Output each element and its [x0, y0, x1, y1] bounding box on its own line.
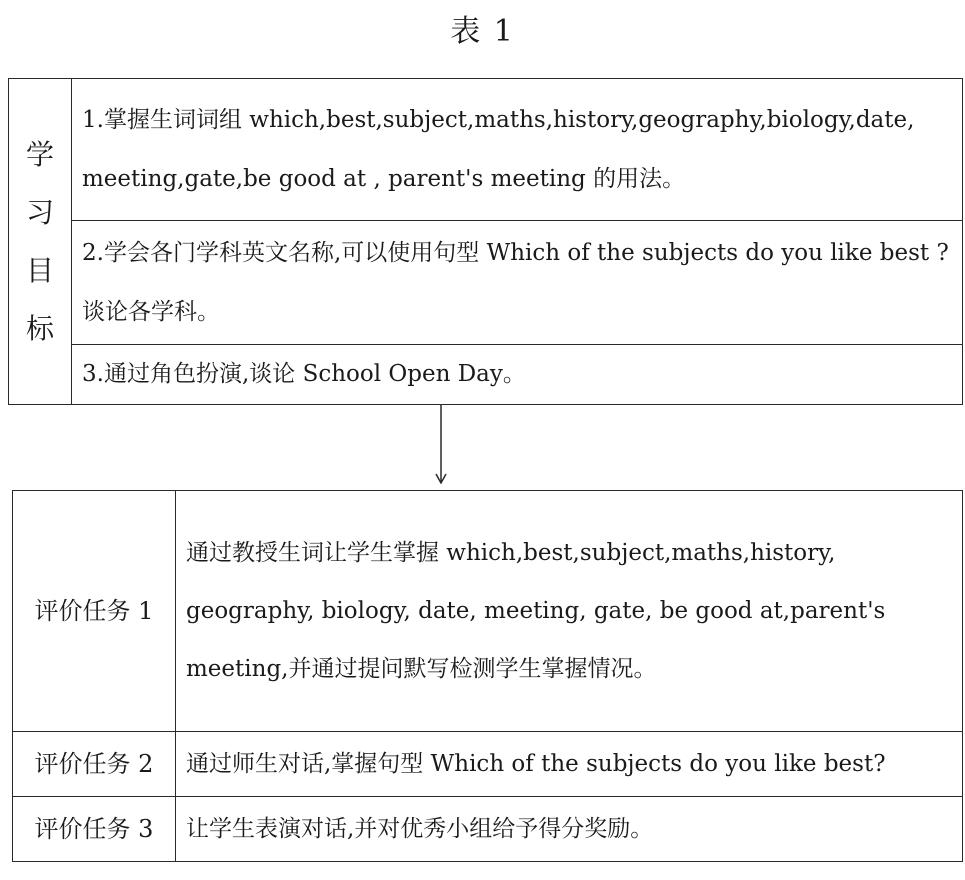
table-title: 表 1: [450, 14, 515, 49]
evaluation-tasks-table: [12, 490, 963, 862]
evaluation-task-description: 通过师生对话,掌握句型 Which of the subjects do you like best?: [176, 732, 963, 797]
label-char: 习: [25, 195, 54, 229]
learning-goal-3: 3.通过角色扮演,谈论 School Open Day。: [72, 345, 963, 405]
evaluation-task-label: 评价任务 2: [13, 732, 176, 797]
evaluation-task-label: 评价任务 1: [13, 491, 176, 732]
evaluation-task-label: 评价任务 3: [13, 797, 176, 862]
down-arrow-icon: [435, 404, 447, 484]
evaluation-task-description: 通过教授生词让学生掌握 which,best,subject,maths,history, geography, biology, date, meeting, gate, be good at,parent's meeting,并通过提问默写检测学生掌握情况。: [176, 491, 963, 732]
label-char: 目: [25, 253, 54, 287]
learning-goal-2: 2.学会各门学科英文名称,可以使用句型 Which of the subjects do you like best ?谈论各学科。: [72, 221, 963, 345]
learning-goal-1: 1.掌握生词词组 which,best,subject,maths,history,geography,biology,date, meeting,gate,be good at , parent's meeting 的用法。: [72, 79, 963, 221]
label-char: 学: [25, 137, 54, 171]
label-char: 标: [25, 311, 54, 345]
evaluation-task-description: 让学生表演对话,并对优秀小组给予得分奖励。: [176, 797, 963, 862]
learning-goals-table: [8, 78, 963, 405]
learning-goals-label: [9, 79, 72, 405]
